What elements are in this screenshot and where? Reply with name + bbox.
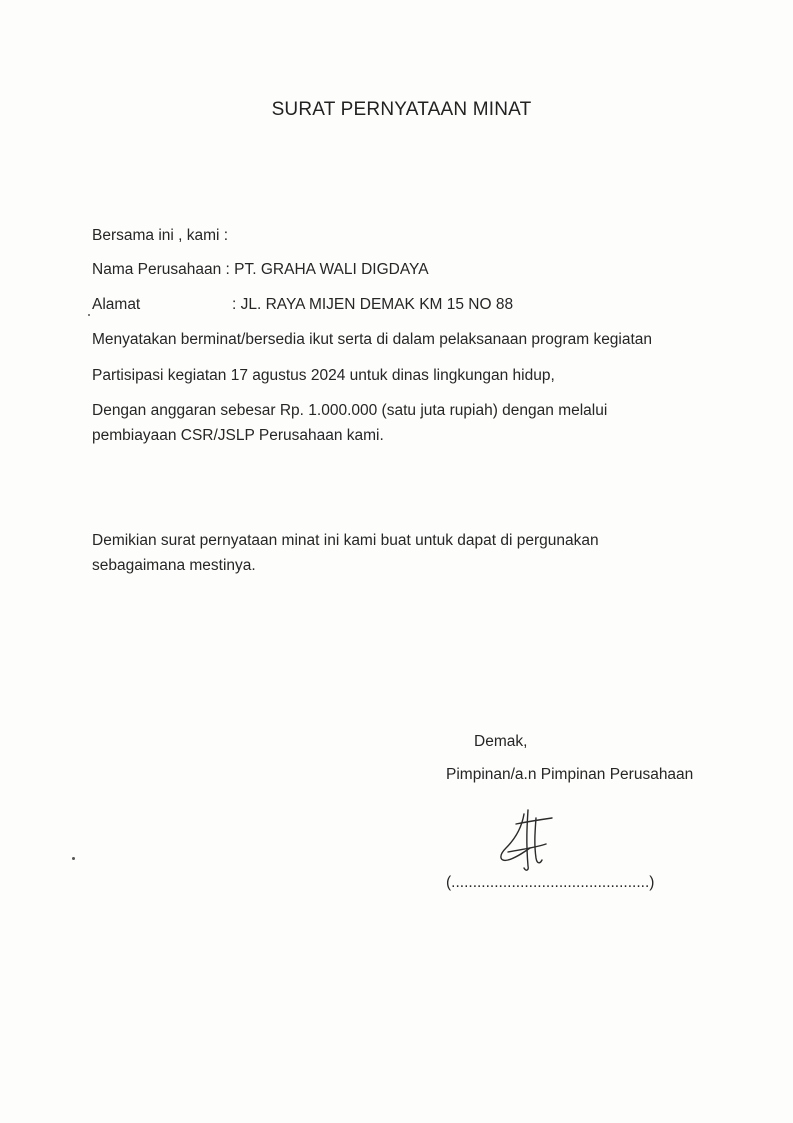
closing-line-2: sebagaimana mestinya. xyxy=(92,557,256,574)
company-label: Nama Perusahaan xyxy=(92,261,222,278)
address-separator: : xyxy=(232,296,241,313)
company-value: PT. GRAHA WALI DIGDAYA xyxy=(234,261,429,278)
document-title: SURAT PERNYATAAN MINAT xyxy=(271,99,532,120)
body-line-1: Menyatakan berminat/bersedia ikut serta di dalam pelaksanaan program kegiatan xyxy=(92,331,653,348)
body-line-3: Dengan anggaran sebesar Rp. 1.000.000 (satu juta rupiah) dengan melalui xyxy=(92,402,608,419)
signature-name-placeholder: (..............................................) xyxy=(446,874,655,891)
handwritten-signature xyxy=(494,808,556,878)
scan-speck xyxy=(72,857,75,860)
address-label: Alamat xyxy=(92,296,141,313)
address-row xyxy=(92,296,513,314)
address-value: JL. RAYA MIJEN DEMAK KM 15 NO 88 xyxy=(240,296,514,313)
company-separator: : xyxy=(221,261,235,278)
body-line-2: Partisipasi kegiatan 17 agustus 2024 untuk dinas lingkungan hidup, xyxy=(92,367,555,384)
signature-role: Pimpinan/a.n Pimpinan Perusahaan xyxy=(446,766,694,783)
body-line-4: pembiayaan CSR/JSLP Perusahaan kami. xyxy=(92,427,384,444)
intro-line: Bersama ini , kami : xyxy=(92,227,229,244)
signature-place: Demak, xyxy=(474,733,528,750)
closing-line-1: Demikian surat pernyataan minat ini kami buat untuk dapat di pergunakan xyxy=(92,532,599,549)
company-row xyxy=(92,261,429,279)
scan-speck xyxy=(88,314,90,316)
